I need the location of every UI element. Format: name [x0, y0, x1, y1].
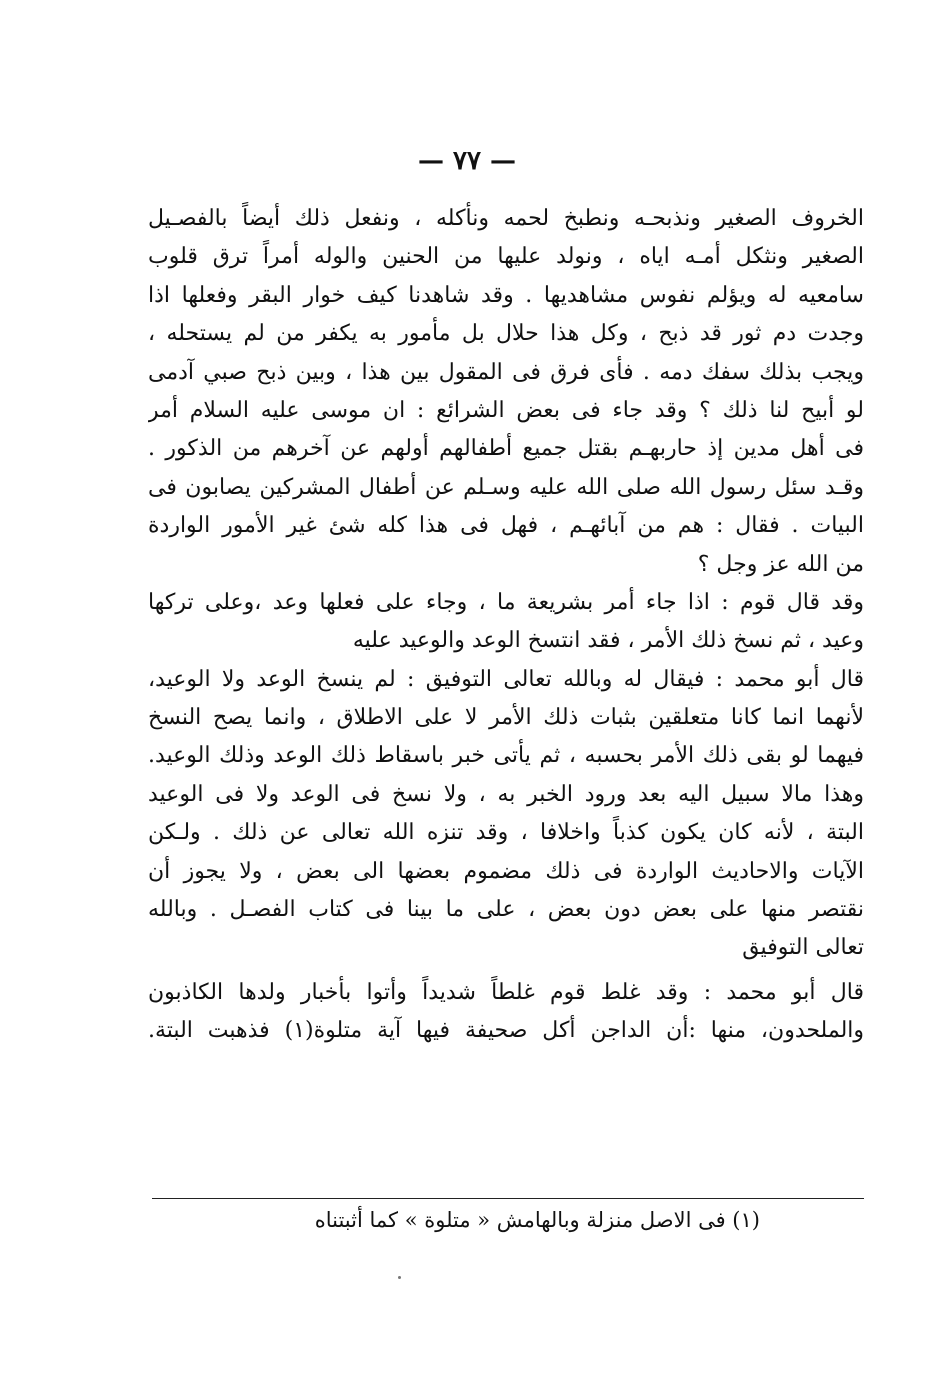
text-line: سامعيه له ويؤلم نفوس مشاهديها . وقد شاهدنا كيف خوار البقر وفعلها اذا [148, 282, 864, 308]
text-line: وقد قال قوم : اذا جاء أمر بشريعة ما ، وجاء على فعلها وعد ،وعلى تركها [148, 589, 864, 615]
text-line: قال أبو محمد : فيقال له وبالله تعالى التوفيق : لم ينسخ الوعد ولا الوعيد، [148, 666, 864, 692]
text-line: الآيات والاحاديث الواردة فى ذلك مضموم بعضها الى بعض ، ولا يجوز أن [148, 858, 864, 884]
text-line: البيات . فقال : هم من آبائهـم ، فهل فى هذا كله شئ غير الأمور الواردة [148, 513, 864, 539]
text-line: والملحدون، منها :أن الداجن أكل صحيفة فيها آية متلوة(١) فذهبت البتة. [148, 1018, 864, 1044]
paragraph-3 [148, 661, 864, 968]
text-line: نقتصر منها على بعض دون بعض ، على ما بينا فى كتاب الفصـل . وبالله [148, 897, 864, 923]
paragraph-1 [148, 200, 864, 584]
text-line: وعيد ، ثم نسخ ذلك الأمر ، فقد انتسخ الوعد والوعيد عليه [352, 628, 864, 654]
text-line: ويجب بذلك سفك دمه . فأى فرق فى المقول بين هذا ، وبين ذبح صبي آدمى [148, 359, 864, 385]
paragraph-4 [148, 974, 864, 1051]
text-line: لأنهما انما كانا متعلقين بثبات ذلك الأمر لا على الاطلاق ، وانما يصح النسخ [148, 705, 864, 731]
paper-speck [398, 1276, 401, 1279]
text-line: فى أهل مدين إذ حاربهـم بقتل جميع أطفالهم أولهم عن آخرهم من الذكور . [148, 436, 864, 462]
text-line: تعالى التوفيق [742, 935, 864, 961]
text-line: وهذا مالا سبيل اليه بعد ورود الخبر به ، ولا نسخ فى الوعد ولا فى الوعيد [148, 781, 864, 807]
text-line: وجدت دم ثور قد ذبح ، وكل هذا حلال بل مأمور به يكفر من لم يستحله ، [148, 321, 864, 347]
footnote-divider [152, 1198, 864, 1199]
footnote: (١) فى الاصل منزلة وبالهامش « متلوة » كما أثبتناه [314, 1208, 760, 1232]
paragraph-2 [148, 584, 864, 661]
text-line: لو أبيح لنا ذلك ؟ وقد جاء فى بعض الشرائع : ان موسى عليه السلام أمر [148, 397, 864, 423]
text-line: فيهما لو بقى ذلك الأمر بحسبه ، ثم يأتى خبر باسقاط ذلك الوعد وذلك الوعيد. [148, 743, 864, 769]
text-line: الخروف الصغير ونذبحـه ونطبخ لحمه ونأكله ، ونفعل ذلك أيضاً بالفصـيل [148, 206, 864, 231]
page-number: — ٧٧ — [417, 146, 517, 176]
text-line: الصغير ونثكل أمـه اياه ، ونولد عليها من الحنين والوله أمراً ترق قلوب [148, 244, 864, 270]
text-line: وقـد سئل رسول الله صلى الله عليه وسـلم عن أطفال المشركين يصابون فى [148, 474, 864, 500]
main-text [148, 200, 864, 1051]
text-line: البتة ، لأنه كان يكون كذباً واخلافا ، وقد تنزه الله تعالى عن ذلك . ولـكن [148, 820, 864, 846]
text-line: من الله عز وجل ؟ [697, 551, 864, 577]
text-line: قال أبو محمد : وقد غلط قوم غلطاً شديداً وأتوا بأخبار ولدها الكاذبون [148, 979, 864, 1005]
